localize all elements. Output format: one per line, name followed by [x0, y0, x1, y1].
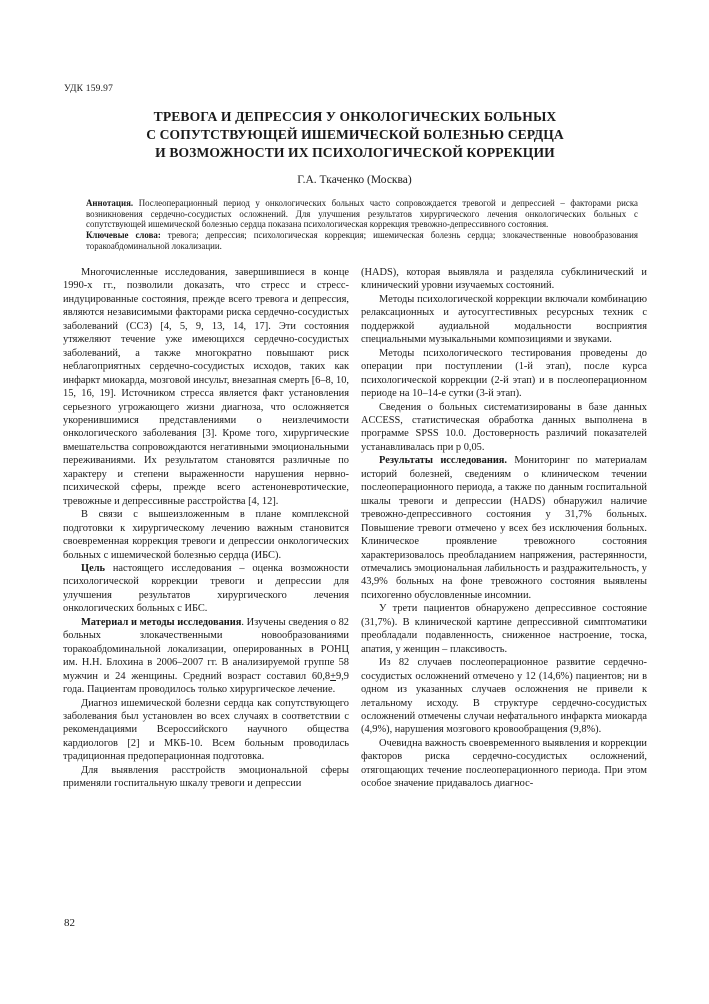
left-column [63, 266, 349, 791]
body-paragraph: (HADS), которая выявляла и разделяла субклинический и клинический уровни изучаемых состояний. [361, 267, 647, 292]
body-paragraph: Методы психологического тестирования проведены до операции при поступлении (1-й этап), после курса психологической коррекции (2-й этап) и в послеоперационном периоде на 10–14-е сутки (3-й этап). [361, 347, 647, 400]
body-paragraph [63, 562, 349, 616]
abstract-paragraph [86, 198, 638, 230]
right-column [361, 266, 647, 791]
abstract-block [86, 198, 638, 252]
keywords-text: тревога; депрессия; психологическая коррекция; ишемическая болезнь сердца; злокачественные новообразования торакоабдоминальной локализации. [86, 230, 638, 251]
results-text: Мониторинг по материалам историй болезней, сведениям о клиническом течении послеоперационного периода, а также по данным госпитальной шкалы тревоги и депрессии (HADS) обнаружил наличие тревожно-депрессивного состояния у 31,7% больных. Повышение тревоги отмечено у всех без исключения больных. Клиническое проявление тревожного состояния характеризовалось преобладанием напряжения, растерянности, отмечались эмоциональная лабильность и раздражительность, у 43,9% больных на фоне тревожного состояния выявлены психогенно обусловленные инсомнии. [361, 455, 647, 601]
body-paragraph: У трети пациентов обнаружено депрессивное состояние (31,7%). В клинической картине депрессивной симптоматики преобладали подавленность, сниженное настроение, тоска, апатия, у женщин – плаксивость. [361, 603, 647, 655]
keywords-paragraph [86, 230, 638, 251]
udk-code: УДК 159.97 [64, 84, 114, 94]
plus-minus-sign: + [330, 670, 336, 682]
title-line-2: С СОПУТСТВУЮЩЕЙ ИШЕМИЧЕСКОЙ БОЛЕЗНЬЮ СЕРДЦА [146, 127, 564, 142]
body-paragraph: Для выявления расстройств эмоциональной сферы применяли госпитальную шкалу тревоги и депрессии [63, 764, 349, 790]
keywords-label: Ключевые слова: [86, 230, 161, 241]
abstract-text: Послеоперационный период у онкологических больных часто сопровождается тревогой и депрессией – факторами риска возникновения сердечно-сосудистых осложнений. Для улучшения результатов хирургического лечения онкологических больных с сопутствующей ишемической болезнью сердца показана психологическая коррекция тревожно-депрессивного состояния. [86, 198, 638, 230]
body-paragraph [361, 454, 647, 602]
aim-text: настоящего исследования – оценка возможности психологической коррекции тревоги и депрессии для улучшения результатов хирургического лечения онкологических больных с ИБС. [63, 562, 349, 615]
title-line-3: И ВОЗМОЖНОСТИ ИХ ПСИХОЛОГИЧЕСКОЙ КОРРЕКЦИИ [155, 145, 555, 160]
body-paragraph: В связи с вышеизложенным в плане комплексной подготовки к хирургическому лечению важным становится своевременная коррекция тревоги и депрессии онкологических больных с ишемической болезнью сердца (ИБС). [63, 509, 349, 561]
methods-text-b: 9,9 года. Пациентам проводилось только хирургическое лечение. [63, 670, 349, 696]
body-paragraph [63, 616, 349, 697]
section-label-aim: Цель [81, 562, 106, 574]
body-paragraph: Очевидна важность своевременного выявления и коррекции факторов риска сердечно-сосудистых осложнений, отягощающих течение послеоперационного периода. При этом особое значение придавалось диагнос- [361, 737, 647, 790]
section-label-results: Результаты исследования. [379, 455, 508, 467]
abstract-label: Аннотация. [86, 198, 134, 208]
methods-text-a: . Изучены сведения о 82 больных злокачественными новообразованиями торакоабдоминальной локализации, оперированных в РОНЦ им. Н.Н. Блохина в 2006–2007 гг. В анализируемой группе 58 мужчин и 24 женщины. Средний возраст составил 60,8 [63, 616, 349, 682]
body-paragraph: Диагноз ишемической болезни сердца как сопутствующего заболевания был установлен во всех случаях в соответствии с рекомендациями Всероссийского научного общества кардиологов [2] и МКБ-10. Всем больным проводилась традиционная предоперационная подготовка. [63, 697, 349, 763]
article-title [90, 108, 620, 162]
title-line-1: ТРЕВОГА И ДЕПРЕССИЯ У ОНКОЛОГИЧЕСКИХ БОЛЬНЫХ [153, 109, 557, 124]
body-paragraph: Методы психологической коррекции включали комбинацию релаксационных и аутосуггестивных ресурсных техник с поддержкой аудиальной модальности восприятия специальными музыкальными композициями и звуками. [361, 293, 647, 346]
body-paragraph: Из 82 случаев послеоперационное развитие сердечно-сосудистых осложнений отмечено у 12 (14,6%) пациентов; ни в одном из указанных случаев осложнения не привели к летальному исходу. В структуре сердечно-сосудистых осложнений отмечены случаи нефатального инфаркта миокарда (4,9%), нарушения мозгового кровообращения (9,8%). [361, 657, 647, 736]
body-paragraph: Сведения о больных систематизированы в базе данных ACCESS, статистическая обработка данных выполнена в программе SPSS 10.0. Достоверность различий показателей устанавливалась при p 0,05. [361, 401, 647, 453]
body-paragraph: Многочисленные исследования, завершившиеся в конце 1990-х гг., позволили доказать, что стресс и стресс-индуцированные состояния, прежде всего тревога и депрессия, являются независимыми факторами риска сердечно-сосудистых заболеваний (ССЗ) [4, 5, 9, 13, 14, 17]. Эти состояния утяжеляют течение уже имеющихся сердечно-сосудистых заболеваний, а также многократно повышают риск неблагоприятных сердечно-сосудистых исходов, таких как инфаркт миокарда, мозговой инсульт, внезапная смерть [6–8, 10, 15, 16, 19]. Источником стресса является факт установления серьезного угрожающего жизни диагноза, что осложняется укоренившимися представлениями о неизлечимости онкологического заболевания [3]. Кроме того, хирургические вмешательства сопровождаются негативными эмоциональными переживаниями. Их результатом становятся различные по характеру и степени выраженности нарушения нервно-психической сферы, прежде всего астеноневротические, тревожные и депрессивные расстройства [4, 12]. [63, 267, 349, 507]
author-line: Г.А. Ткаченко (Москва) [297, 174, 412, 186]
page-number: 82 [64, 917, 75, 929]
section-label-methods: Материал и методы исследования [81, 616, 242, 628]
